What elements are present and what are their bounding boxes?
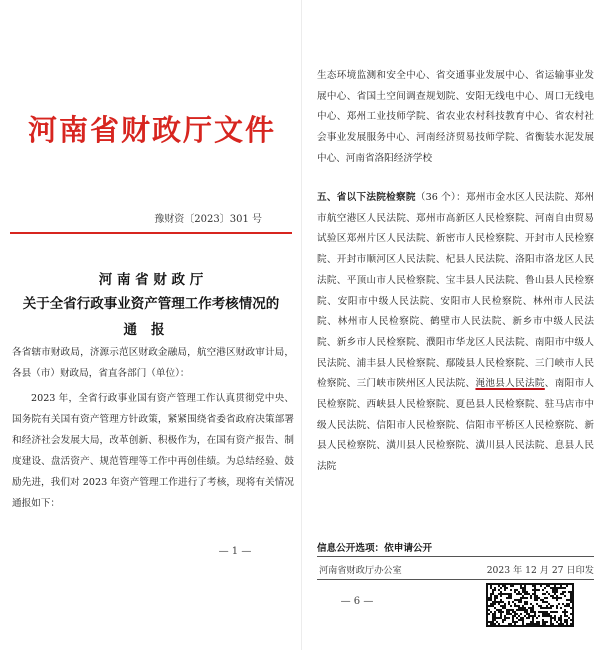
highlighted-court-name: 渑池县人民法院 [475, 378, 545, 390]
report-title-line1: 河 南 省 财 政 厅 [98, 272, 204, 288]
footer-rule-bottom [317, 579, 594, 580]
right-page [303, 0, 606, 650]
document-header-title: 河南省财政厅文件 [27, 113, 276, 147]
report-title-line2: 关于全省行政事业资产管理工作考核情况的 [22, 296, 280, 312]
page-number-left: — 1 — [218, 546, 252, 557]
print-date: 2023 年 12 月 27 日印发 [486, 565, 594, 576]
red-divider-line [10, 232, 292, 234]
footer-rule-top [317, 556, 594, 557]
body-paragraph: 2023 年，全省行政事业国有资产管理工作认真贯彻党中央、国务院有关国有资产管理方针政策，紧紧围绕省委省政府决策部署和经济社会发展大局，改革创新、积极作为，在国有资产报告、制度建设、盘活资产、规范管理等工作中再创佳绩。为总结经验、鼓励先进，我们对 2023 年资产管理工作进行了考核，现将有关情况通报如下： [12, 393, 294, 509]
document-number: 豫财资〔2023〕301 号 [154, 214, 262, 225]
left-page [0, 0, 302, 650]
report-title-line3: 通报 [123, 322, 179, 338]
qr-code-icon [486, 583, 574, 627]
section-text-after: 、南阳市人民检察院、西峡县人民检察院、夏邑县人民检察院、驻马店市中级人民法院、信阳市人民检察院、信阳市平桥区人民检察院、新县人民检察院、潢川县人民检察院、潢川县人民法院、息县人民法院 [317, 378, 595, 473]
issuer-office: 河南省财政厅办公室 [319, 565, 402, 576]
continuation-paragraph: 生态环境监测和安全中心、省交通事业发展中心、省运输事业发展中心、省国土空间调查规划院、安阳无线电中心、周口无线电中心、郑州工业技师学院、省农业农村科技教育中心、省农村社会事业发展服务中心、河南经济贸易技师学院、省衡装水泥发展中心、河南省洛阳经济学校 [317, 70, 594, 164]
section-heading: 五、省以下法院检察院 [317, 192, 416, 203]
disclosure-option: 信息公开选项：依申请公开 [317, 543, 433, 554]
page-number-right: — 6 — [340, 596, 374, 607]
addressee-paragraph: 各省辖市财政局，济源示范区财政金融局，航空港区财政审计局，各县（市）财政局，省直各部门（单位）： [12, 347, 294, 379]
section-five-paragraph [317, 188, 594, 478]
section-text-before: 郑州市金水区人民法院、郑州市航空港区人民法院、郑州市高新区人民检察院、河南自由贸易试验区郑州片区人民法院、新密市人民检察院、开封市人民检察院、开封市顺河区人民法院、杞县人民法院、洛阳市洛龙区人民法院、平顶山市人民检察院、宝丰县人民法院、鲁山县人民检察院、安阳市中级人民法院、安阳市人民检察院、林州市人民法院、林州市人民检察院、鹤壁市人民法院、新乡市中级人民法院、新乡市人民检察院、濮阳市华龙区人民法院、南阳市中级人民法院、浦丰县人民检察院、鄢陵县人民检察院、三门峡市人民检察院、三门峡市陕州区人民法院、 [317, 192, 595, 390]
section-count: （36 个）： [415, 192, 466, 203]
